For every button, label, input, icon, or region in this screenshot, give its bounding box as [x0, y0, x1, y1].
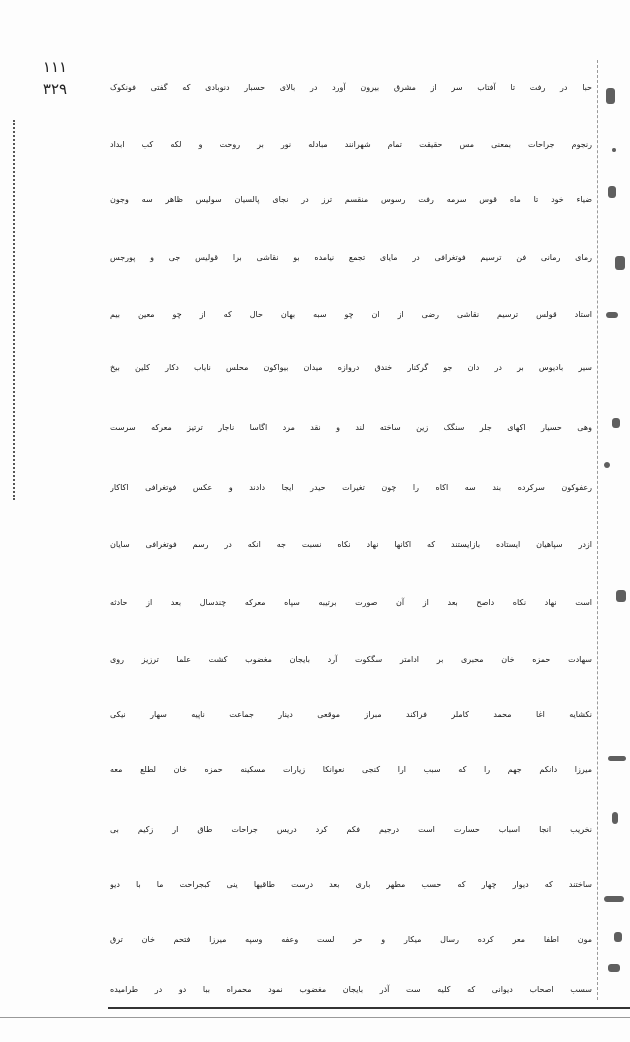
text-line: سسب اصحاب دیوانی که کلیه ست آذر بایجان مغضوب نمود محمراه ببا دو در طرامیده	[110, 985, 592, 994]
text-line: رنجوم جراحات بمعنی مس حقیقت تمام شهرانند مبادله نور بر روحت و لکه کب ابداد	[110, 140, 592, 149]
text-line: مون اطفا معر کرده رسال میکار و حر لست وعفه وسپه میرزا فتحم خان ترق	[110, 935, 592, 944]
text-line: وهی حسیار اکهای جلر سنگک زین ساخته لند و نقد مرد اگاسا ناجار ترتیز معرکه سرست	[110, 423, 592, 432]
bottom-rule-faint	[0, 1017, 630, 1018]
bottom-rule	[108, 1007, 630, 1009]
text-line: است نهاد نکاه داصح بعد از آن صورت برتیبه سپاه معرکه چندسال بعد از حادثه	[110, 598, 592, 607]
text-line: نکشایه اغا محمد کاملر فراکند مبراز موقعی دینار جماعت ناپیه سهار نیکی	[110, 710, 592, 719]
text-line: ازدر سپاهیان ایستاده بازایستند که اکانها نهاد نکاه نسبت جه انکه در رسم فوتغرافی سایان	[110, 540, 592, 549]
text-line: رعفوکون سرکرده بند سه اکاه را چون تغیرات حیدر ایجا دادند و عکس فوتغرافی اکاکار	[110, 483, 592, 492]
text-line: نخریب انجا اسباب حسارت است درجیم فکم کرد دریس جراحات طاق ار زکیم بی	[110, 825, 592, 834]
text-line: استاد قولس ترسیم نقاشی رضی از ان چو سبه بهان حال که از چو معین بیم	[110, 310, 592, 319]
text-line: حبا در رفت تا آفتاب سر از مشرق بیرون آورد در بالای حسبار دنوبادی که گفتی فونکوک	[110, 83, 592, 92]
folio-number-top: ۱۱۱	[42, 58, 68, 76]
text-line: سیر بادیوس بر در دان جو گرکنار خندق دروازه میدان بیواکون محلس نایاب دکار کلین بیخ	[110, 363, 592, 372]
text-line: ساختند که دیوار چهار که حسب مطهر باری بعد درست طاقیها ینی کبجراحت ما با دیو	[110, 880, 592, 889]
folio-number-bottom: ۳۲۹	[42, 80, 68, 98]
text-line: رمای رمانی فن ترسیم فوتغرافی در مایای تجمع نیامده بو نقاشی برا قولیس جی و پورجس	[110, 253, 592, 262]
text-line: ضیاء خود تا ماه قوس سرمه رفت رسوس منقسم ترز در نجای پالسیان سولیس ظاهر سه وجون	[110, 195, 592, 204]
text-line: میرزا دانکم جهم را که سبب ارا کنجی نعوانکا زیارات مسکینه حمزه خان لطلع معه	[110, 765, 592, 774]
text-line: سهادت حمزه خان محبری بر ادامتر سگکوت آرد بایجان مغضوب کشت علما ترزیز روی	[110, 655, 592, 664]
